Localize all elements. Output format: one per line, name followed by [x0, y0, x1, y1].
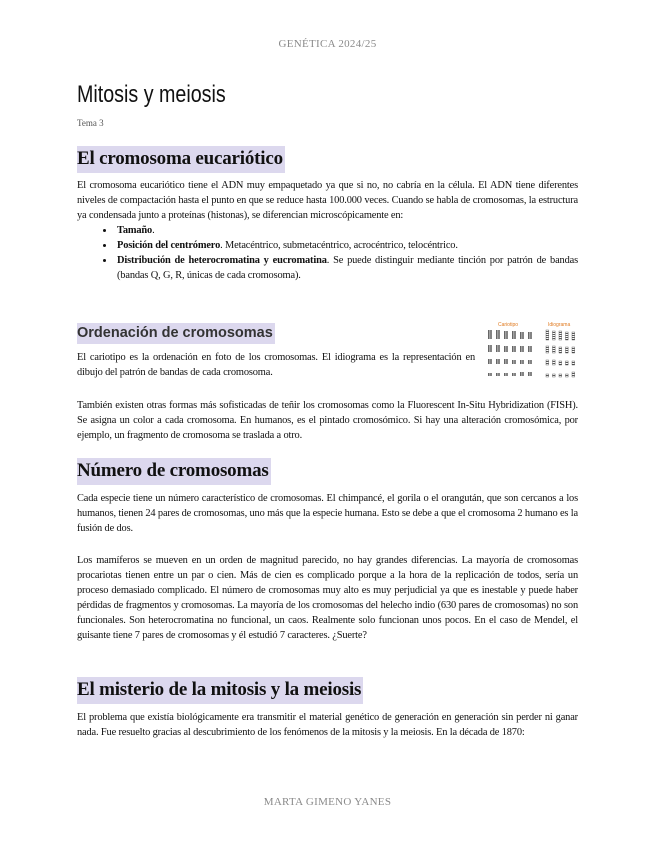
chromosome-photo	[514, 331, 516, 339]
ideogram-band	[572, 337, 575, 338]
chromosome-photo	[496, 373, 498, 376]
section-heading-ordenacion	[77, 323, 477, 344]
chromosome-photo	[514, 346, 516, 352]
ideogram-band	[559, 334, 562, 335]
chromosome-photo	[488, 330, 490, 339]
karyotype-figure	[484, 320, 580, 378]
ideogram-band	[559, 364, 562, 365]
chromosome-photo	[496, 359, 498, 364]
chromosome-photo	[496, 345, 498, 352]
figure-label-idiograma: Idiograma	[548, 322, 571, 328]
ideogram-band	[553, 363, 556, 364]
ideogram-band	[572, 339, 575, 340]
chromosome-photo	[498, 330, 500, 339]
chromosome-photo	[520, 360, 522, 364]
chromosome-photo	[528, 372, 530, 376]
section-fish-body	[77, 398, 578, 443]
bullet-list-diferencias	[77, 223, 578, 283]
paragraph-especies: Cada especie tiene un número característico de cromosomas. El chimpancé, el gorila o el orangután, que son cercanos a los humanos, tienen 24 pares de cromosomas, uno más que la especie humana. Esto se debe a que el cromosoma 2 humano es la fusión de dos.	[77, 493, 578, 534]
ideogram-band	[559, 350, 562, 351]
chromosome-photo	[498, 359, 500, 364]
chromosome-photo	[490, 330, 492, 339]
document-title: Mitosis y meiosis	[77, 81, 226, 108]
ideogram-band	[553, 361, 556, 362]
chromosome-photo	[488, 373, 490, 376]
ideogram-band	[546, 347, 549, 348]
chromosome-photo	[522, 360, 524, 364]
ideogram-band	[572, 333, 575, 334]
ideogram-band	[572, 375, 575, 376]
ideogram-band	[553, 334, 556, 335]
ideogram-band	[566, 350, 569, 351]
ideogram-band	[572, 362, 575, 363]
idiogram-drawing	[546, 330, 575, 377]
chromosome-photo	[530, 372, 532, 376]
ideogram-band	[559, 362, 562, 363]
chromosome-photo	[490, 373, 492, 376]
chromosome-ideogram	[546, 360, 549, 365]
paragraph-cromosoma: El cromosoma eucariótico tiene el ADN muy empaquetado ya que si no, no cabría en la célula. El ADN tiene diferentes niveles de compactación hasta el punto en que se reduce hasta 100.000 veces. Cuando se habla de cromosomas, la estructura ya condensada junto a proteínas (histonas), se diferencian microscópicamente en:	[77, 180, 578, 221]
ideogram-band	[553, 375, 556, 376]
ideogram-band	[546, 361, 549, 362]
ideogram-band	[566, 352, 569, 353]
page-footer: MARTA GIMENO YANES	[263, 796, 392, 808]
chromosome-photo	[504, 331, 506, 339]
ideogram-band	[566, 362, 569, 363]
ideogram-band	[546, 363, 549, 364]
page-header: GENÉTICA 2024/25	[278, 38, 377, 50]
chromosome-photo	[530, 346, 532, 352]
ideogram-band	[572, 348, 575, 349]
paragraph-mamiferos: Los mamíferos se mueven en un orden de magnitud parecido, no hay grandes diferencias. La mayoría de cromosomas procariotas tienen entre un par o cien. Más de cien es complicado porque a la hora de la replicación de todos, sería un proceso demasiado complicado. El número de cromosomas muy alto es muy perjudicial ya que es inestable y puede haber pérdidas de fragmentos y cromosomas. La mayoría de los cromosomas del helecho indio (630 pares de cromosomas) no son funcionales. Son heterocromatina no funcional, un caos. Realmente solo funcionan unos pocos. En el caso de Mendel, el guisante tiene 7 pares de cromosomas y él estudió 7 caracteres. ¿Suerte?	[77, 555, 578, 641]
paragraph-cariotipo: El cariotipo es la ordenación en foto de los cromosomas. El idiograma es la representación en dibujo del patrón de bandas de cada cromosoma.	[77, 352, 475, 378]
ideogram-band	[546, 375, 549, 376]
chromosome-photo	[528, 332, 530, 339]
chromosome-photo	[522, 332, 524, 339]
chromosome-photo	[512, 346, 514, 352]
ideogram-band	[553, 347, 556, 348]
section-ordenacion-body	[77, 350, 475, 380]
ideogram-band	[546, 335, 549, 336]
chromosome-photo	[490, 345, 492, 352]
ideogram-band	[572, 364, 575, 365]
ideogram-band	[566, 375, 569, 376]
chromosome-photo	[490, 359, 492, 364]
ideogram-band	[559, 352, 562, 353]
ideogram-band	[566, 339, 569, 340]
ideogram-band	[559, 338, 562, 339]
chromosome-photo	[506, 373, 508, 376]
ideogram-band	[553, 349, 556, 350]
ideogram-band	[553, 351, 556, 352]
section-mamiferos-body	[77, 553, 578, 643]
section-numero-body	[77, 491, 578, 536]
ideogram-band	[572, 373, 575, 374]
chromosome-photo	[506, 359, 508, 364]
ideogram-band	[553, 336, 556, 337]
chromosome-photo	[512, 360, 514, 364]
ideogram-band	[546, 349, 549, 350]
chromosome-photo	[504, 359, 506, 364]
ideogram-band	[546, 339, 549, 340]
chromosome-photo	[498, 345, 500, 352]
ideogram-band	[566, 333, 569, 334]
chromosome-photo	[522, 372, 524, 376]
chromosome-photo	[528, 360, 530, 364]
chromosome-photo	[504, 346, 506, 352]
heading-cromosoma-eucariotico: El cromosoma eucariótico	[77, 146, 285, 173]
ideogram-band	[559, 336, 562, 337]
chromosome-photo	[512, 373, 514, 376]
section-heading-misterio	[77, 677, 578, 704]
heading-misterio-mitosis: El misterio de la mitosis y la meiosis	[77, 677, 363, 704]
chromosome-photo	[530, 360, 532, 364]
chromosome-photo	[496, 330, 498, 339]
list-item: • Tamaño.	[115, 223, 578, 238]
list-item: • Posición del centrómero. Metacéntrico, submetacéntrico, acrocéntrico, telocéntrico.	[115, 238, 578, 253]
document-body	[77, 80, 578, 738]
karyotype-photo	[488, 330, 532, 376]
chromosome-photo	[520, 372, 522, 376]
ideogram-band	[559, 348, 562, 349]
heading-numero-cromosomas: Número de cromosomas	[77, 458, 271, 485]
heading-ordenacion-cromosomas: Ordenación de cromosomas	[77, 323, 275, 344]
chromosome-photo	[520, 346, 522, 352]
chromosome-photo	[512, 331, 514, 339]
ideogram-band	[566, 348, 569, 349]
figure-label-cariotipo: Cariotipo	[498, 322, 519, 328]
chromosome-photo	[514, 373, 516, 376]
paragraph-misterio: El problema que existía biológicamente era transmitir el material genético de generación en generación sin perder ni ganar nada. Fue resuelto gracias al descubrimiento de los fenómenos de la mitosis y la meiosis. En la década de 1870:	[77, 712, 578, 738]
chromosome-photo	[488, 359, 490, 364]
paragraph-fish: También existen otras formas más sofisticadas de teñir los cromosomas como la Fluorescent In-Situ Hybridization (FISH). Se asigna un color a cada cromosoma. En humanos, es el pintado cromosómico. Si hay una alteración cromosómica, por ejemplo, un fragmento de cromosoma se traslada a otro.	[77, 400, 578, 441]
list-item: • Distribución de heterocromatina y eucromatina. Se puede distinguir mediante tinción por patrón de bandas (bandas Q, G, R, únicas de cada cromosoma).	[115, 253, 578, 283]
ideogram-band	[546, 333, 549, 334]
chromosome-photo	[504, 373, 506, 376]
ideogram-band	[572, 335, 575, 336]
chromosome-photo	[522, 346, 524, 352]
section-heading-cromosoma	[77, 146, 578, 173]
chromosome-photo	[498, 373, 500, 376]
ideogram-band	[566, 364, 569, 365]
chromosome-photo	[506, 331, 508, 339]
ideogram-band	[572, 352, 575, 353]
chromosome-photo	[520, 332, 522, 339]
section-misterio-body	[77, 710, 578, 740]
chromosome-photo	[506, 346, 508, 352]
chromosome-photo	[530, 332, 532, 339]
ideogram-band	[546, 331, 549, 332]
chromosome-ideogram	[553, 360, 556, 365]
section-heading-numero	[77, 458, 578, 485]
chromosome-photo	[528, 346, 530, 352]
chromosome-photo	[488, 345, 490, 352]
document-subtitle: Tema 3	[77, 118, 104, 128]
ideogram-band	[566, 335, 569, 336]
chromosome-photo	[514, 360, 516, 364]
ideogram-band	[566, 337, 569, 338]
chromosome-ideogram	[572, 372, 575, 377]
ideogram-band	[553, 338, 556, 339]
section-cromosoma-body	[77, 178, 578, 283]
ideogram-band	[572, 350, 575, 351]
ideogram-band	[546, 337, 549, 338]
ideogram-band	[546, 351, 549, 352]
ideogram-band	[559, 332, 562, 333]
ideogram-band	[559, 375, 562, 376]
ideogram-band	[553, 332, 556, 333]
